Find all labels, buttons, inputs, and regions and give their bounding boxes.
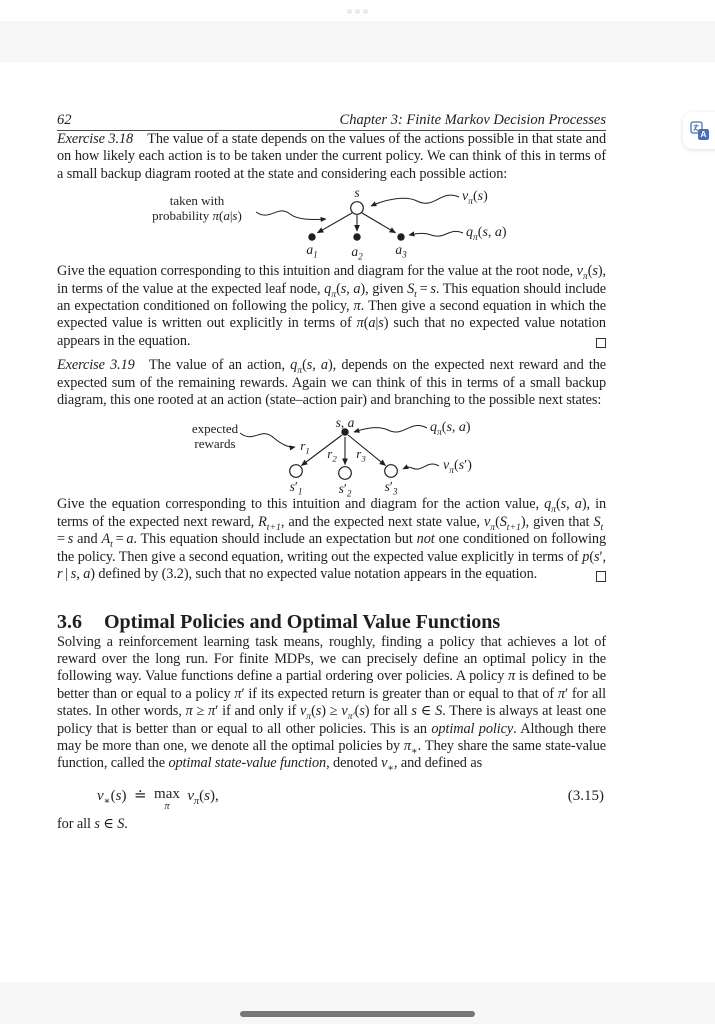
annotation-arrow-probability xyxy=(256,211,326,220)
exercise-end-icon xyxy=(596,338,607,349)
action-value-label: $q_\pi(s$, a) xyxy=(430,420,471,439)
document-content xyxy=(57,112,606,833)
pdf-page xyxy=(0,62,715,982)
annotation-arrow-next-state-value xyxy=(403,464,439,469)
backup-diagram-state xyxy=(140,187,580,261)
reward-label-1: $r_1$ xyxy=(300,438,310,457)
next-state-label-3: $s'_3$ xyxy=(384,479,398,498)
page-header xyxy=(57,112,606,131)
annotation-arrow-action-value xyxy=(354,426,427,432)
rewards-note: expected rewards xyxy=(191,421,239,452)
translate-button[interactable] xyxy=(683,112,715,149)
next-state-node-2 xyxy=(339,467,352,480)
exercise-end-icon xyxy=(596,571,607,582)
next-state-label-1: $s'_1$ xyxy=(289,479,303,498)
section-title: Optimal Policies and Optimal Value Functions xyxy=(104,610,501,633)
action-root-label: s, a xyxy=(335,415,355,431)
exercise-3-19-question: Give the equation corresponding to this intuition and diagram for the action value, $q_\pi(s$, a), in terms of the expected next reward, $R_{t+1}$, and the expected next state value, $v_\pi(S_{t+1})$, given that $S_t = s$ and $A_t = a$. This equation should include an expectation but not one conditioned on following the policy. Then give a second equation, writing out the expected value explicitly in terms of p(s′, r | s, a) defined by (3.2), such that no expected value notation appears in the equation. xyxy=(57,496,606,583)
horizontal-scroll-handle[interactable] xyxy=(240,1011,475,1017)
action-label-3: $a_3$ xyxy=(395,242,407,260)
exercise-3-18-question: Give the equation corresponding to this intuition and diagram for the value at the root node, $v_\pi(s)$, in terms of the value at the expected leaf node, $q_\pi(s$, a), given $S_t = s$. This equation should include an expectation conditioned on following the policy, π. Then give a second equation in which the expected value is written out explicitly in terms of π(a|s) such that no expected value notation appears in the equation. xyxy=(57,263,606,349)
next-state-node-1 xyxy=(290,465,303,478)
action-node-1 xyxy=(308,234,315,241)
section-heading xyxy=(57,610,606,634)
state-value-label: $v_\pi(s)$ xyxy=(462,189,488,208)
reward-label-3: $r_3$ xyxy=(356,446,366,465)
equation-lhs: $v_∗(s)$ ≐ xyxy=(97,787,155,807)
equation-3-15 xyxy=(57,786,606,816)
running-title: Chapter 3: Finite Markov Decision Processes xyxy=(339,112,606,128)
max-operator: max π xyxy=(154,785,180,812)
action-label-2: $a_2$ xyxy=(351,244,363,262)
translate-icon xyxy=(690,121,710,141)
next-state-value-label: $v_\pi(s')$ xyxy=(443,458,472,477)
action-label-1: $a_1$ xyxy=(306,242,318,260)
page-number: 62 xyxy=(57,112,72,128)
reward-label-2: $r_2$ xyxy=(327,446,337,465)
backup-diagram-action xyxy=(177,415,557,500)
annotation-arrow-action-value xyxy=(409,232,463,237)
equation-rhs: $v_\pi(s)$, xyxy=(187,787,219,807)
action-node-2 xyxy=(353,234,360,241)
probability-note: taken with probability π(a|s) xyxy=(152,193,242,224)
state-node-label: s xyxy=(354,185,360,201)
exercise-3-18-intro: Exercise 3.18 The value of a state depends on the values of the actions possible in that state and on how likely each action is to be taken under the current policy. We can think of this in terms of a small backup diagram rooted at the state and considering each possible action: xyxy=(57,131,606,182)
annotation-arrow-rewards xyxy=(240,433,295,447)
svg-text:A: A xyxy=(700,129,707,140)
action-node-3 xyxy=(397,234,404,241)
state-node xyxy=(351,202,364,215)
next-state-label-2: $s'_2$ xyxy=(338,481,352,500)
more-dots-icon[interactable] xyxy=(347,9,368,14)
annotation-arrow-state-value xyxy=(371,195,459,206)
top-bar xyxy=(0,0,715,21)
equation-tag: (3.15) xyxy=(567,787,604,804)
action-value-label: $q_\pi(s$, a) xyxy=(466,225,507,244)
exercise-3-19-intro: Exercise 3.19 The value of an action, $q_\pi(s$, a), depends on the expected next reward and the expected sum of the remaining rewards. Again we can think of this in terms of a small backup diagram, this one rooted at an action (state–action pair) and branching to the possible next states: xyxy=(57,357,606,409)
optimal-policies-paragraph: Solving a reinforcement learning task means, roughly, finding a policy that achieves a lot of reward over the long run. For finite MDPs, we can precisely define an optimal policy in the following way. Value functions define a partial ordering over policies. A policy π is defined to be better than or equal to a policy π′ if its expected return is greater than or equal to that of π′ for all states. In other words, π ≥ π′ if and only if $v_\pi(s) \ge v_{\pi'}(s)$ for all s ∈ S. There is always at least one policy that is better than or equal to all other policies. This is an optimal policy. Although there may be more than one, we denote all the optimal policies by $\pi_∗$. They share the same state-value function, called the optimal state-value function, denoted $v_∗$, and defined as xyxy=(57,633,607,775)
bottom-band xyxy=(0,982,715,1024)
closing-line: for all s ∈ S. xyxy=(57,815,128,832)
toolbar-band xyxy=(0,21,715,62)
section-number: 3.6 xyxy=(57,610,82,633)
next-state-node-3 xyxy=(385,465,398,478)
